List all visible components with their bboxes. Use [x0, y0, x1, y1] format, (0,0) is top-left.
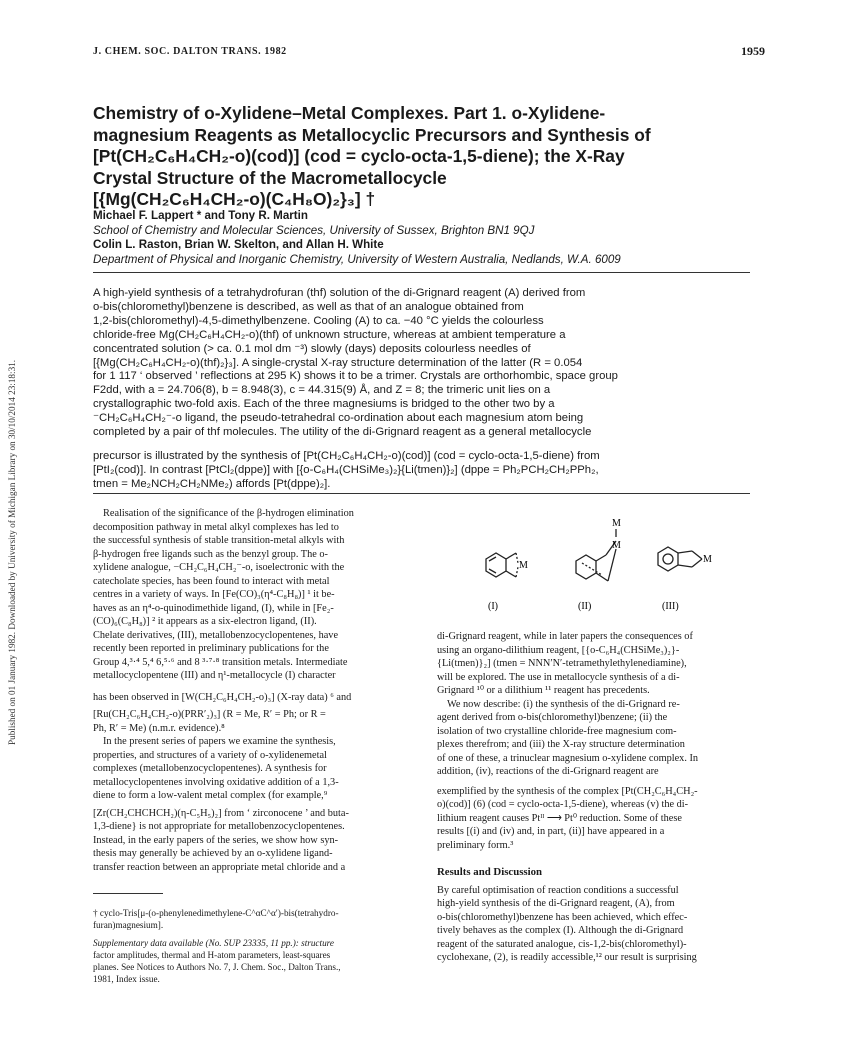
body-line: has been observed in [W(CH₂C₆H₄CH₂-o)₃] (X-ray data) ⁶ and — [93, 691, 352, 703]
title-line: Crystal Structure of the Macrometallocycle — [93, 167, 447, 188]
body-line: Grignard ¹⁰ or a dilithium ¹¹ reagent has precedents. — [437, 685, 650, 696]
body-line: reagent of the saturated analogue, cis-1,2-bis(chloromethyl)- — [437, 938, 687, 950]
journal-citation: J. CHEM. SOC. DALTON TRANS. 1982 — [93, 46, 287, 57]
footnotes — [93, 908, 423, 985]
body-line: cyclohexane, (2), is readily accessible,¹² our result is surprising — [437, 952, 697, 963]
body-line: β-hydrogen free ligands such as the benzyl group. The o- — [93, 548, 328, 560]
body-line: high-yield synthesis of the di-Grignard reagent, (A), from — [437, 898, 675, 909]
body-line: agent derived from o-bis(chloromethyl)benzene; (ii) the — [437, 712, 668, 723]
body-left-column — [93, 507, 423, 874]
structures-svg — [466, 515, 756, 615]
title-line: Chemistry of o-Xylidene–Metal Complexes. Part 1. o-Xylidene- — [93, 103, 606, 123]
abstract-line: 1,2-bis(chloromethyl)-4,5-dimethylbenzene. Cooling (A) to ca. −40 °C yields the colourless — [93, 314, 544, 327]
body-line: addition, (iv), reactions of the di-Grignard reagent are — [437, 766, 659, 777]
structure-I — [486, 553, 518, 577]
body-line: the successful synthesis of stable transition-metal alkyls with — [93, 535, 345, 546]
author-names: Michael F. Lappert * and Tony R. Martin — [93, 209, 308, 222]
body-line: [Zr(CH₂CHCHCH₂)(η-C₅H₅)₂] from ‘ zirconocene ’ and buta- — [93, 807, 349, 819]
metal-label: M — [612, 518, 621, 529]
abstract-line: completed by a pair of thf molecules. The utility of the di-Grignard reagent as a general metallocycle — [93, 426, 592, 439]
abstract-line: F2dd, with a = 24.706(8), b = 8.948(3), c = 44.315(9) Å, and Z = 8; the trimeric unit lies on a — [93, 384, 551, 397]
footnote-line: factor amplitudes, thermal and H-atom parameters, least-squares — [93, 949, 331, 960]
abstract-line: concentrated solution (> ca. 0.1 mol dm ⁻³) slowly (days) deposits colourless needles of — [93, 342, 531, 355]
footnote-line: planes. See Notices to Authors No. 7, J. Chem. Soc., Dalton Trans., — [93, 961, 341, 972]
divider — [93, 493, 750, 494]
body-line: centres in a variety of ways. In [Fe(CO)₃(η⁴-C₈H₈)] ¹ it be- — [93, 589, 335, 600]
body-line: xylidene analogue, −CH₂C₆H₄CH₂⁻-o, isoelectronic with the — [93, 562, 345, 573]
section-heading: Results and Discussion — [437, 866, 543, 878]
abstract-line: A high-yield synthesis of a tetrahydrofuran (thf) solution of the di-Grignard reagent (A) derived from — [93, 287, 586, 299]
abstract-line: chloride-free Mg(CH₂C₆H₄CH₂-o)(thf) of unknown structure, whereas at ambient temperature a — [93, 328, 566, 341]
body-right-column — [437, 630, 755, 965]
body-line: thesis may generally be achieved by an o-xylidene ligand- — [93, 848, 333, 859]
body-line: metallocyclopentene (III) and η¹-metallocycle (I) character — [93, 670, 336, 681]
body-line: metallocyclopentenes involving oxidative addition of a 1,3- — [93, 776, 339, 788]
divider — [93, 272, 750, 273]
structure-figures — [466, 515, 756, 615]
body-line: {Li(tmen)}₂] (tmen = NNN′N′-tetramethylethylenediamine), — [437, 658, 687, 669]
abstract-line: crystallographic two-fold axis. Each of the three magnesiums is bridged to the other two by a — [93, 398, 555, 411]
body-line: di-Grignard reagent, while in later papers the consequences of — [437, 631, 693, 642]
body-line: Chelate derivatives, (III), metallobenzocyclopentenes, have — [93, 629, 339, 641]
body-line: plexes therefrom; and (iii) the X-ray structure determination — [437, 739, 685, 750]
body-line: 1,3-diene} is not appropriate for metallobenzocyclopentenes. — [93, 821, 345, 832]
structure-label-III: (III) — [662, 601, 679, 612]
structure-label-I: (I) — [488, 601, 498, 612]
body-line: decomposition pathway in metal alkyl complexes has led to — [93, 521, 339, 533]
abstract-line: tmen = Me₂NCH₂CH₂NMe₂) affords [Pt(dppe)₂]. — [93, 477, 331, 490]
body-line: transfer reaction between an appropriate metal chloride and a — [93, 861, 346, 873]
structure-III — [658, 547, 702, 571]
body-line: We now describe: (i) the synthesis of the di-Grignard re- — [447, 698, 680, 710]
body-line: of one of these, a trinuclear magnesium o-xylidene complex. In — [437, 752, 699, 764]
body-line: isolation of two crystalline chloride-free magnesium com- — [437, 725, 677, 737]
metal-label: M — [703, 554, 712, 565]
body-line: recently been reported in preliminary publications for the — [93, 643, 329, 654]
body-line: tively behaves as the complex (I). Although the di-Grignard — [437, 925, 684, 936]
abstract-line: [{Mg(CH₂C₆H₄CH₂-o)(thf)₂}₃]. A single-crystal X-ray structure determination of the latter (R = 0.054 — [93, 356, 583, 369]
running-header — [93, 46, 765, 57]
author-block — [93, 209, 753, 267]
body-line: Ph, R′ = Me) (n.m.r. evidence).⁸ — [93, 722, 225, 734]
body-line: diene to form a low-valent metal complex (for example,⁹ — [93, 790, 328, 801]
body-line: Realisation of the significance of the β-hydrogen elimination — [103, 508, 354, 519]
body-line: haves as an η⁴-o-quinodimethide ligand, (I), while in [Fe₂- — [93, 602, 334, 614]
affiliation: School of Chemistry and Molecular Sciences, University of Sussex, Brighton BN1 9QJ — [93, 223, 535, 237]
body-line: [Ru(CH₂C₆H₄CH₂-o)(PRR′₂)₃] (R = Me, R′ = Ph; or R = — [93, 709, 326, 720]
body-line: lithium reagent causes Ptᴵᴵ ⟶ Pt⁰ reduction. Some of these — [437, 812, 682, 824]
body-line: complexes (metallobenzocyclopentenes). A synthesis for — [93, 763, 327, 774]
body-line: using an organo-dilithium reagent, [{o-C₆H₄(CHSiMe₃)₂}- — [437, 644, 680, 656]
body-line: Group 4,³·⁴ 5,⁴ 6,⁵·⁶ and 8 ³·⁷·⁸ transition metals. Intermediate — [93, 656, 348, 668]
page-number: 1959 — [741, 44, 765, 58]
body-line: By careful optimisation of reaction conditions a successful — [437, 884, 679, 896]
structure-II — [576, 529, 616, 581]
body-line: o-bis(chloromethyl)benzene has been achieved, which effec- — [437, 911, 688, 923]
footnote-line: furan)magnesium]. — [93, 919, 164, 930]
footnote-line: † cyclo-Tris[μ-(o-phenylenedimethylene-C^αC^α′)-bis(tetrahydro- — [93, 908, 339, 918]
abstract-line: for 1 117 ‘ observed ’ reflections at 295 K) shows it to be a trimer. Crystals are orthorhombic, space group — [93, 370, 618, 383]
article-title — [93, 103, 753, 211]
abstract-line: precursor is illustrated by the synthesis of [Pt(CH₂C₆H₄CH₂-o)(cod)] (cod = cyclo-octa-1,5-diene) from — [93, 449, 600, 462]
body-line: In the present series of papers we examine the synthesis, — [103, 736, 336, 747]
abstract-line: o-bis(chloromethyl)benzene is described, as well as that of an analogue obtained from — [93, 300, 524, 313]
body-line: exemplified by the synthesis of the complex [Pt(CH₂C₆H₄CH₂- — [437, 785, 698, 797]
body-line: results [(i) and (iv) and, in part, (ii)] have appeared in a — [437, 826, 665, 837]
footnote-rule — [93, 893, 163, 894]
provenance-sidebar: Published on 01 January 1982. Downloaded by University of Michigan Library on 30/10/2014 23:18:31. — [7, 359, 17, 745]
body-line: Instead, in the early papers of the series, we show how syn- — [93, 834, 339, 846]
title-line: [{Mg(CH₂C₆H₄CH₂-o)(C₄H₈O)₂}₃] † — [93, 189, 376, 210]
title-line: magnesium Reagents as Metallocyclic Precursors and Synthesis of — [93, 124, 651, 145]
metal-label: M — [519, 560, 528, 571]
abstract-line: [PtI₂(cod)]. In contrast [PtCl₂(dppe)] with [{o-C₆H₄(CHSiMe₃)₂}{Li(tmen)}₂] (dppe = Ph₂PCH₂CH₂PPh₂, — [93, 463, 599, 476]
title-line: [Pt(CH₂C₆H₄CH₂-o)(cod)] (cod = cyclo-octa-1,5-diene); the X-Ray — [93, 146, 625, 167]
body-line: o)(cod)] (6) (cod = cyclo-octa-1,5-diene), whereas (v) the di- — [437, 799, 689, 810]
body-line: (CO)₆(C₈H₈)] ² it appears as a six-electron ligand, (II). — [93, 616, 317, 627]
body-line: will be explored. The use in metallocycle synthesis of a di- — [437, 671, 680, 683]
body-line: catecholate species, has been found to interact with metal — [93, 575, 330, 587]
footnote-line: Supplementary data available (No. SUP 23335, 11 pp.): structure — [93, 937, 334, 948]
author-names: Colin L. Raston, Brian W. Skelton, and Allan H. White — [93, 238, 384, 252]
abstract — [93, 287, 753, 492]
affiliation: Department of Physical and Inorganic Chemistry, University of Western Australia, Nedlands, W.A. 6009 — [93, 252, 621, 266]
body-line: properties, and structures of a variety of o-xylidenemetal — [93, 749, 327, 761]
structure-label-II: (II) — [578, 601, 592, 612]
metal-label: M — [612, 540, 621, 551]
abstract-line: ⁻CH₂C₆H₄CH₂⁻-o ligand, the pseudo-tetrahedral co-ordination about each magnesium atom being — [93, 412, 584, 425]
body-line: preliminary form.³ — [437, 839, 514, 851]
footnote-line: 1981, Index issue. — [93, 973, 160, 984]
